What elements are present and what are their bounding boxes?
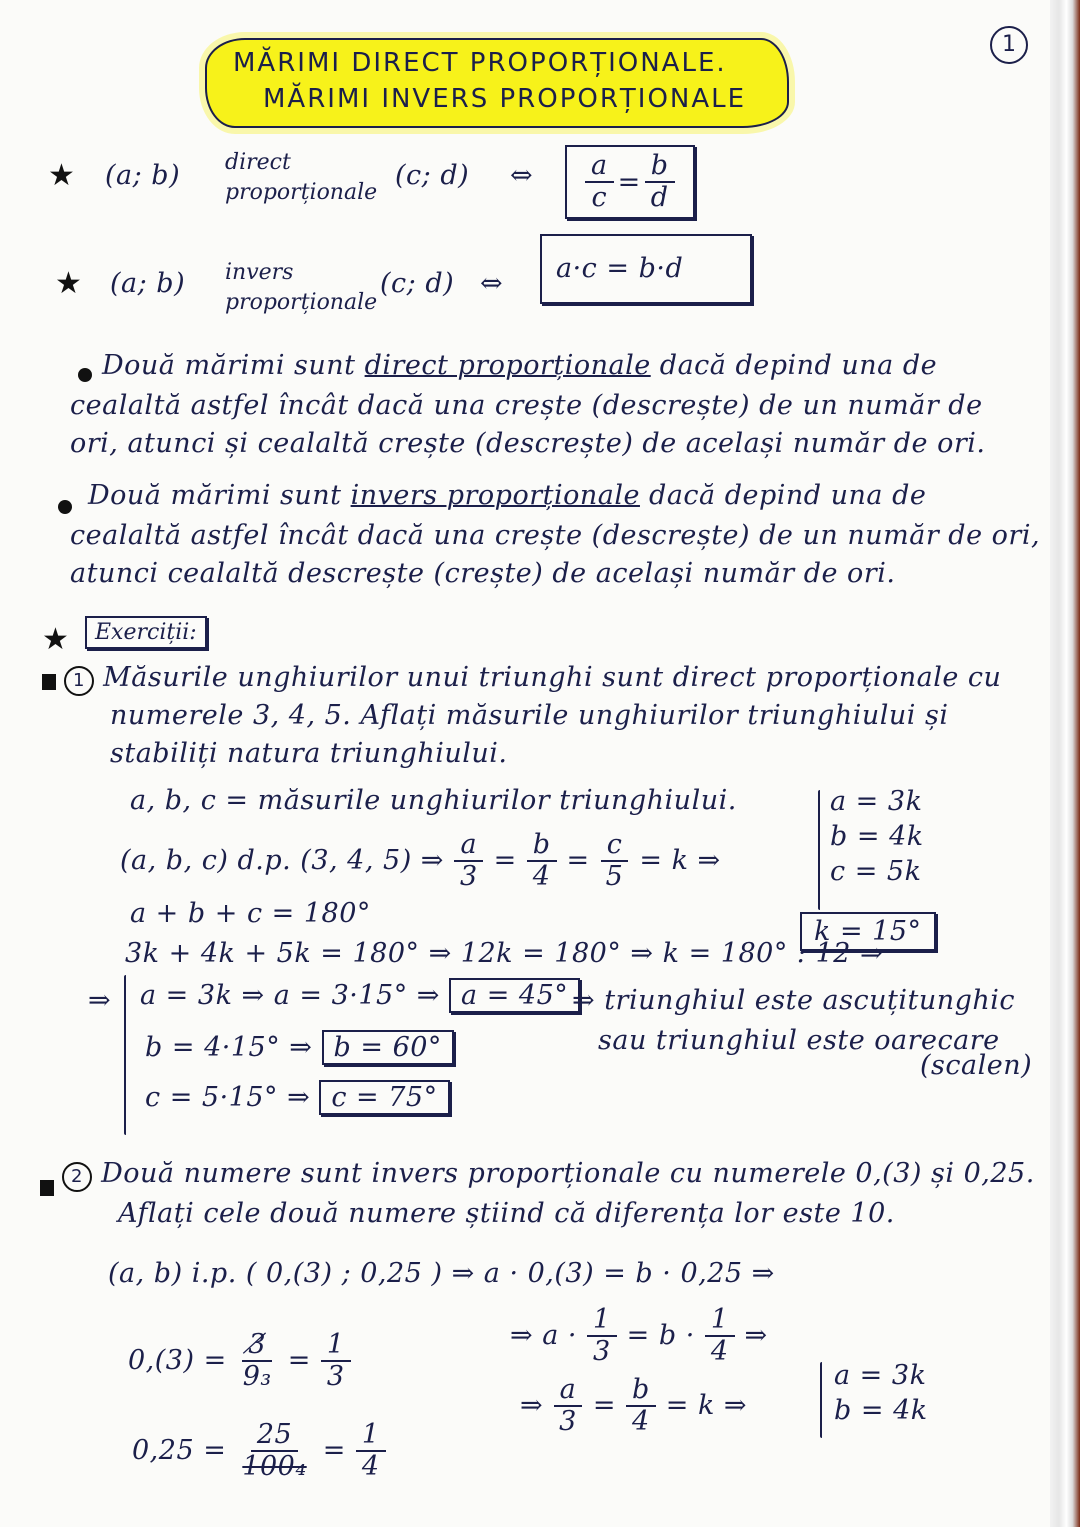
fraction-b-over-d xyxy=(645,151,675,212)
exercise-number-circle: 1 xyxy=(64,666,94,696)
title-line-1: MĂRIMI DIRECT PROPORȚIONALE. xyxy=(233,48,727,78)
equals-sign: = xyxy=(566,845,590,877)
fraction-c-over-5 xyxy=(600,830,630,891)
bullet-dot xyxy=(58,500,72,514)
step-lead: ⇒ xyxy=(520,1390,544,1422)
numerator: a xyxy=(454,830,483,862)
calc-expr: a = 3k ⇒ a = 3·15° ⇒ xyxy=(140,980,440,1011)
conclusion-line-1: ⇒ triunghiul este ascuțitunghic xyxy=(572,985,1016,1016)
numerator: 1 xyxy=(705,1305,735,1337)
step-2-line xyxy=(510,1305,768,1366)
paragraph-lead: Două mărimi sunt xyxy=(88,480,351,511)
result-c-box: c = 75° xyxy=(319,1080,449,1115)
denominator: d xyxy=(650,182,669,213)
inverse-formula-box: a·c = b·d xyxy=(540,234,752,304)
numerator: 1 xyxy=(321,1330,351,1362)
implies-arrow: ⇒ xyxy=(88,985,112,1016)
direct-formula-box xyxy=(565,145,695,219)
fraction-1-over-3 xyxy=(321,1330,351,1391)
direct-paragraph-line-1 xyxy=(102,350,937,381)
calc-expr: c = 5·15° ⇒ xyxy=(145,1082,311,1113)
fraction-1-over-4 xyxy=(356,1420,386,1481)
statement-text: Măsurile unghiurilor unui triunghi sunt direct proporționale cu xyxy=(103,662,1002,693)
numerator: a xyxy=(554,1375,583,1407)
step-end: ⇒ xyxy=(744,1320,768,1352)
system-brace xyxy=(818,790,820,910)
paragraph-lead: Două mărimi sunt xyxy=(102,350,365,381)
denominator: 4 xyxy=(361,1450,380,1482)
exercise-2-system xyxy=(834,1360,928,1426)
equals-sign: = xyxy=(287,1345,311,1377)
title-highlight xyxy=(205,38,789,128)
numerator: b xyxy=(626,1375,656,1407)
exercise-1-solution-line-1: a, b, c = măsurile unghiurilor triunghiului. xyxy=(130,785,737,816)
equivalence-arrow: ⇔ xyxy=(510,160,534,191)
numerator: 3̸ xyxy=(242,1330,272,1362)
direct-label-bottom: proporționale xyxy=(225,180,378,205)
numerator: b xyxy=(645,151,675,183)
exercise-2-statement-line-1 xyxy=(62,1158,1035,1192)
denominator: c xyxy=(591,182,608,213)
direct-label-top: direct xyxy=(225,150,291,175)
exercise-1-proportion-line xyxy=(120,830,721,891)
decimal-conversion xyxy=(132,1420,390,1481)
paragraph-rest: dacă depind una de xyxy=(639,480,927,511)
underlined-term: invers proporționale xyxy=(350,480,640,511)
inverse-label-bottom: proporționale xyxy=(225,290,378,315)
star-icon: ★ xyxy=(48,158,75,193)
inverse-label-top: invers xyxy=(225,260,294,285)
equals-k: = k ⇒ xyxy=(639,845,721,877)
direct-pair-cd: (c; d) xyxy=(395,160,470,191)
direct-pair-ab: (a; b) xyxy=(105,160,181,191)
exercise-number-circle: 2 xyxy=(62,1162,92,1192)
result-b-box: b = 60° xyxy=(322,1030,454,1065)
fraction-25-over-100 xyxy=(236,1420,312,1481)
direct-paragraph-line-3: ori, atunci și cealaltă crește (descrește) de același număr de ori. xyxy=(70,428,986,459)
conclusion-line-3: (scalen) xyxy=(920,1050,1033,1081)
inverse-paragraph-line-1 xyxy=(88,480,926,511)
statement-text: Două numere sunt invers proporționale cu numerele 0,(3) și 0,25. xyxy=(101,1158,1035,1189)
numerator: 25 xyxy=(251,1420,298,1452)
denominator: 3 xyxy=(326,1360,345,1392)
exercise-1-statement-line-2: numerele 3, 4, 5. Aflați măsurile unghiurilor triunghiului și xyxy=(110,700,949,731)
fraction-b-over-4 xyxy=(527,830,557,891)
numerator: c xyxy=(601,830,629,862)
periodic-conversion xyxy=(128,1330,355,1391)
fraction-a-over-3 xyxy=(454,830,484,891)
denominator: 3 xyxy=(592,1335,611,1367)
system-eq-b: b = 4k xyxy=(830,821,924,852)
equals-sign: = xyxy=(592,1390,616,1422)
fraction-a-over-c xyxy=(585,151,614,212)
system-eq-b: b = 4k xyxy=(834,1395,928,1426)
fraction-a-over-3 xyxy=(553,1375,583,1436)
direct-paragraph-line-2: cealaltă astfel încât dacă una crește (descrește) de un număr de xyxy=(70,390,983,421)
decimal-lhs: 0,25 = xyxy=(132,1435,227,1467)
denominator: 100₄ xyxy=(242,1450,307,1482)
numerator: b xyxy=(527,830,557,862)
denominator: 5 xyxy=(605,860,624,892)
system-eq-a: a = 3k xyxy=(830,786,923,817)
equals-sign: = xyxy=(493,845,517,877)
exercise-1-statement-line-3: stabiliți natura triunghiului. xyxy=(110,738,508,769)
inverse-paragraph-line-3: atunci cealaltă descrește (crește) de același număr de ori. xyxy=(70,558,896,589)
exercise-1-statement-line-1 xyxy=(64,662,1001,696)
result-a-box: a = 45° xyxy=(449,978,580,1013)
fraction-b-over-4 xyxy=(626,1375,656,1436)
system-eq-a: a = 3k xyxy=(834,1360,927,1391)
system-eq-c: c = 5k xyxy=(830,856,922,887)
square-bullet xyxy=(40,1180,54,1196)
step-end: = k ⇒ xyxy=(665,1390,748,1422)
equals-sign: = xyxy=(322,1435,346,1467)
calc-c-line xyxy=(145,1082,450,1113)
denominator: 4 xyxy=(710,1335,729,1367)
square-bullet xyxy=(42,674,56,690)
numerator: a xyxy=(585,151,614,183)
inverse-pair-ab: (a; b) xyxy=(110,268,186,299)
calc-expr: b = 4·15° ⇒ xyxy=(145,1032,313,1063)
equals-sign: = xyxy=(617,166,641,198)
inverse-paragraph-line-2: cealaltă astfel încât dacă una crește (descrește) de un număr de ori, xyxy=(70,520,1041,551)
step-mid: = b · xyxy=(626,1320,695,1352)
inverse-pair-cd: (c; d) xyxy=(380,268,455,299)
bullet-dot xyxy=(78,368,92,382)
denominator: 4 xyxy=(532,860,551,892)
step-lead: ⇒ a · xyxy=(510,1320,577,1352)
fraction-1-over-3 xyxy=(587,1305,617,1366)
notebook-page-edge xyxy=(1050,0,1080,1527)
denominator: 9₃ xyxy=(242,1360,272,1392)
underlined-term: direct proporționale xyxy=(364,350,651,381)
page-number-circle: 1 xyxy=(990,26,1028,64)
exercises-heading: Exerciții: xyxy=(85,616,207,649)
exercise-2-ip-line: (a, b) i.p. ( 0,(3) ; 0,25 ) ⇒ a · 0,(3) = b · 0,25 ⇒ xyxy=(108,1258,775,1289)
angle-sum-line: a + b + c = 180° xyxy=(130,898,371,929)
denominator: 3 xyxy=(559,1405,577,1437)
k-result-box: k = 15° xyxy=(800,912,936,951)
system-brace xyxy=(820,1362,822,1438)
equivalence-arrow: ⇔ xyxy=(480,268,504,299)
denominator: 4 xyxy=(631,1405,650,1437)
denominator: 3 xyxy=(459,860,478,892)
periodic-lhs: 0,(3) = xyxy=(128,1345,227,1377)
exercise-1-system xyxy=(830,786,924,887)
title-line-2: MĂRIMI INVERS PROPORȚIONALE xyxy=(263,84,747,114)
system-brace xyxy=(124,975,126,1135)
dp-statement: (a, b, c) d.p. (3, 4, 5) ⇒ xyxy=(120,845,444,877)
conclusion-line-2: sau triunghiul este oarecare xyxy=(598,1025,1000,1056)
star-icon: ★ xyxy=(55,266,82,301)
calc-a-line xyxy=(140,980,580,1011)
fraction-3-over-9 xyxy=(237,1330,278,1391)
exercise-2-statement-line-2: Aflați cele două numere știind că diferența lor este 10. xyxy=(118,1198,895,1229)
k-derivation-line: 3k + 4k + 5k = 180° ⇒ 12k = 180° ⇒ k = 180° : 12 ⇒ xyxy=(125,938,884,969)
star-icon: ★ xyxy=(42,622,69,657)
fraction-1-over-4 xyxy=(705,1305,735,1366)
numerator: 1 xyxy=(587,1305,617,1337)
step-3-line xyxy=(520,1375,747,1436)
paragraph-rest: dacă depind una de xyxy=(650,350,938,381)
calc-b-line xyxy=(145,1032,454,1063)
numerator: 1 xyxy=(356,1420,386,1452)
